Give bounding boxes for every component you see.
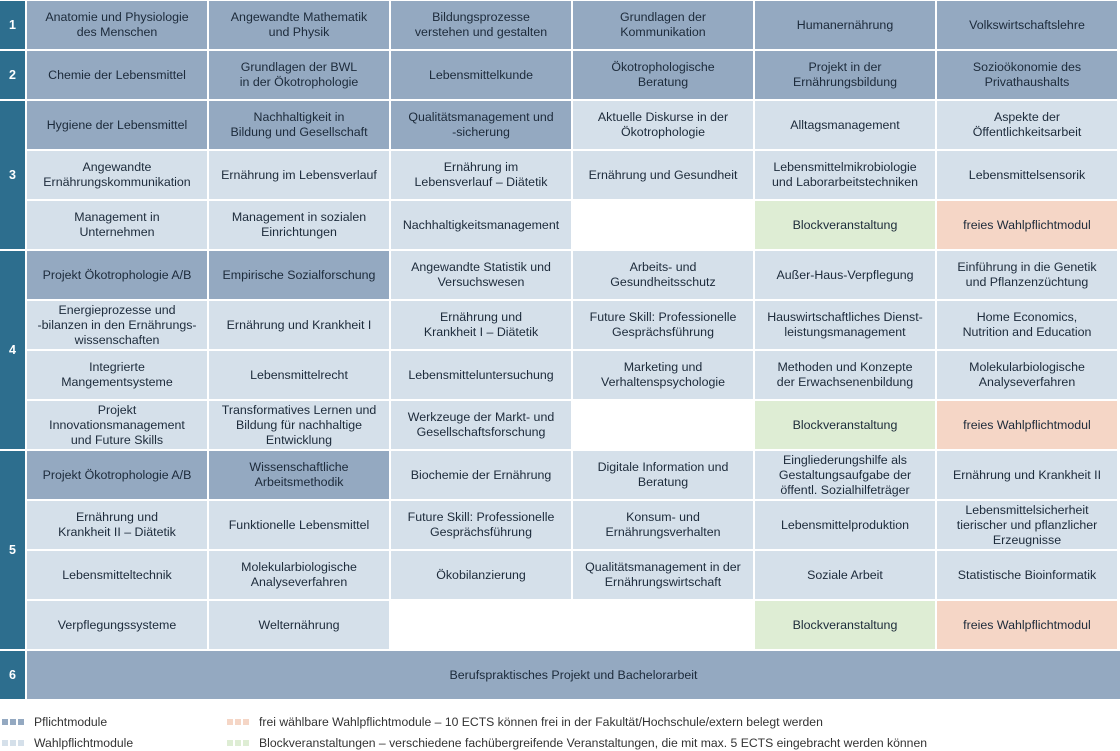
module-cell: Digitale Information und Beratung [573,451,753,499]
module-cell: Bildungsprozesse verstehen und gestalten [391,1,571,49]
module-cell: Angewandte Mathematik und Physik [209,1,389,49]
module-cell: Arbeits- und Gesundheitsschutz [573,251,753,299]
module-cell: Volkswirtschaftslehre [937,1,1117,49]
module-cell: Future Skill: Professionelle Gesprächsführung [573,301,753,349]
module-cell: Grundlagen der Kommunikation [573,1,753,49]
semester-label: 3 [0,101,25,249]
module-cell: Ernährung und Krankheit I – Diätetik [391,301,571,349]
legend-swatch [227,740,251,746]
module-cell: Qualitätsmanagement in der Ernährungswirtschaft [573,551,753,599]
module-cell: Verpflegungssysteme [27,601,207,649]
legend-label: Wahlpflichtmodule [34,736,134,750]
module-cell: Humanernährung [755,1,935,49]
module-cell: freies Wahlpflichtmodul [937,201,1117,249]
module-cell: Ernährung und Gesundheit [573,151,753,199]
legend-label: frei wählbare Wahlpflichtmodule – 10 ECTS können frei in der Fakultät/Hochschule/extern belegt werden [259,715,823,729]
module-cell: Statistische Bioinformatik [937,551,1117,599]
module-cell: Lebensmittelproduktion [755,501,935,549]
module-cell: Wissenschaftliche Arbeitsmethodik [209,451,389,499]
module-cell: Chemie der Lebensmittel [27,51,207,99]
legend-item [2,714,107,730]
module-cell: Ökotrophologische Beratung [573,51,753,99]
module-cell: Aktuelle Diskurse in der Ökotrophologie [573,101,753,149]
legend-swatch [2,740,26,746]
semester-label: 5 [0,451,25,649]
module-cell: freies Wahlpflichtmodul [937,601,1117,649]
empty-cell [391,601,571,649]
legend-item [227,714,823,730]
legend-swatch [227,719,251,725]
module-cell: Blockveranstaltung [755,401,935,449]
module-cell: Ernährung und Krankheit II [937,451,1117,499]
module-cell: Molekularbiologische Analyseverfahren [937,351,1117,399]
module-cell: Integrierte Mangementsysteme [27,351,207,399]
legend-label: Pflichtmodule [34,715,108,729]
legend-item [2,735,133,751]
module-cell: Angewandte Ernährungskommunikation [27,151,207,199]
module-cell: Anatomie und Physiologie des Menschen [27,1,207,49]
module-cell: Nachhaltigkeitsmanagement [391,201,571,249]
module-cell: Hygiene der Lebensmittel [27,101,207,149]
module-cell: Projekt Innovationsmanagement und Future Skills [27,401,207,449]
module-cell: Ernährung im Lebensverlauf – Diätetik [391,151,571,199]
module-cell: Welternährung [209,601,389,649]
semester-label: 2 [0,51,25,99]
module-cell: Alltagsmanagement [755,101,935,149]
semester-label: 6 [0,651,25,699]
module-cell: Lebensmittelrecht [209,351,389,399]
legend-label: Blockveranstaltungen – verschiedene fachübergreifende Veranstaltungen, die mit max. 5 ECTS eingebracht werden können [259,736,928,750]
module-cell: Grundlagen der BWL in der Ökotrophologie [209,51,389,99]
module-cell: Projekt Ökotrophologie A/B [27,451,207,499]
module-cell: Management in Unternehmen [27,201,207,249]
module-cell: Funktionelle Lebensmittel [209,501,389,549]
module-cell: Biochemie der Ernährung [391,451,571,499]
module-cell: freies Wahlpflichtmodul [937,401,1117,449]
module-cell: Home Economics, Nutrition and Education [937,301,1117,349]
module-cell: Lebensmittelkunde [391,51,571,99]
module-cell: Marketing und Verhaltenspsychologie [573,351,753,399]
empty-cell [573,601,753,649]
module-cell: Lebensmittelmikrobiologie und Laborarbeitstechniken [755,151,935,199]
module-cell: Ernährung und Krankheit I [209,301,389,349]
module-cell: Angewandte Statistik und Versuchswesen [391,251,571,299]
legend [0,710,1120,751]
semester-label: 4 [0,251,25,449]
module-cell: Lebensmitteltechnik [27,551,207,599]
module-cell: Konsum- und Ernährungsverhalten [573,501,753,549]
module-cell: Management in sozialen Einrichtungen [209,201,389,249]
module-cell: Einführung in die Genetik und Pflanzenzüchtung [937,251,1117,299]
module-cell: Eingliederungshilfe als Gestaltungsaufgabe der öffentl. Sozialhilfeträger [755,451,935,499]
module-cell: Ernährung und Krankheit II – Diätetik [27,501,207,549]
module-cell: Methoden und Konzepte der Erwachsenenbildung [755,351,935,399]
module-cell: Projekt in der Ernährungsbildung [755,51,935,99]
module-cell: Lebensmittelsensorik [937,151,1117,199]
module-cell: Ökobilanzierung [391,551,571,599]
module-cell: Blockveranstaltung [755,601,935,649]
final-row-cell: Berufspraktisches Projekt und Bachelorarbeit [27,651,1120,699]
module-cell: Sozioökonomie des Privathaushalts [937,51,1117,99]
module-cell: Lebensmitteluntersuchung [391,351,571,399]
module-cell: Blockveranstaltung [755,201,935,249]
module-cell: Energieprozesse und -bilanzen in den Ernährungs- wissenschaften [27,301,207,349]
legend-item [227,735,927,751]
empty-cell [573,201,753,249]
module-cell: Lebensmittelsicherheit tierischer und pflanzlicher Erzeugnisse [937,501,1117,549]
module-cell: Außer-Haus-Verpflegung [755,251,935,299]
module-cell: Future Skill: Professionelle Gesprächsführung [391,501,571,549]
module-cell: Ernährung im Lebensverlauf [209,151,389,199]
module-cell: Empirische Sozialforschung [209,251,389,299]
module-cell: Soziale Arbeit [755,551,935,599]
module-cell: Nachhaltigkeit in Bildung und Gesellschaft [209,101,389,149]
module-cell: Hauswirtschaftliches Dienst- leistungsmanagement [755,301,935,349]
module-cell: Werkzeuge der Markt- und Gesellschaftsforschung [391,401,571,449]
module-cell: Transformatives Lernen und Bildung für nachhaltige Entwicklung [209,401,389,449]
module-cell: Aspekte der Öffentlichkeitsarbeit [937,101,1117,149]
module-cell: Qualitätsmanagement und -sicherung [391,101,571,149]
module-cell: Molekularbiologische Analyseverfahren [209,551,389,599]
legend-swatch [2,719,26,725]
empty-cell [573,401,753,449]
module-cell: Projekt Ökotrophologie A/B [27,251,207,299]
semester-label: 1 [0,1,25,49]
